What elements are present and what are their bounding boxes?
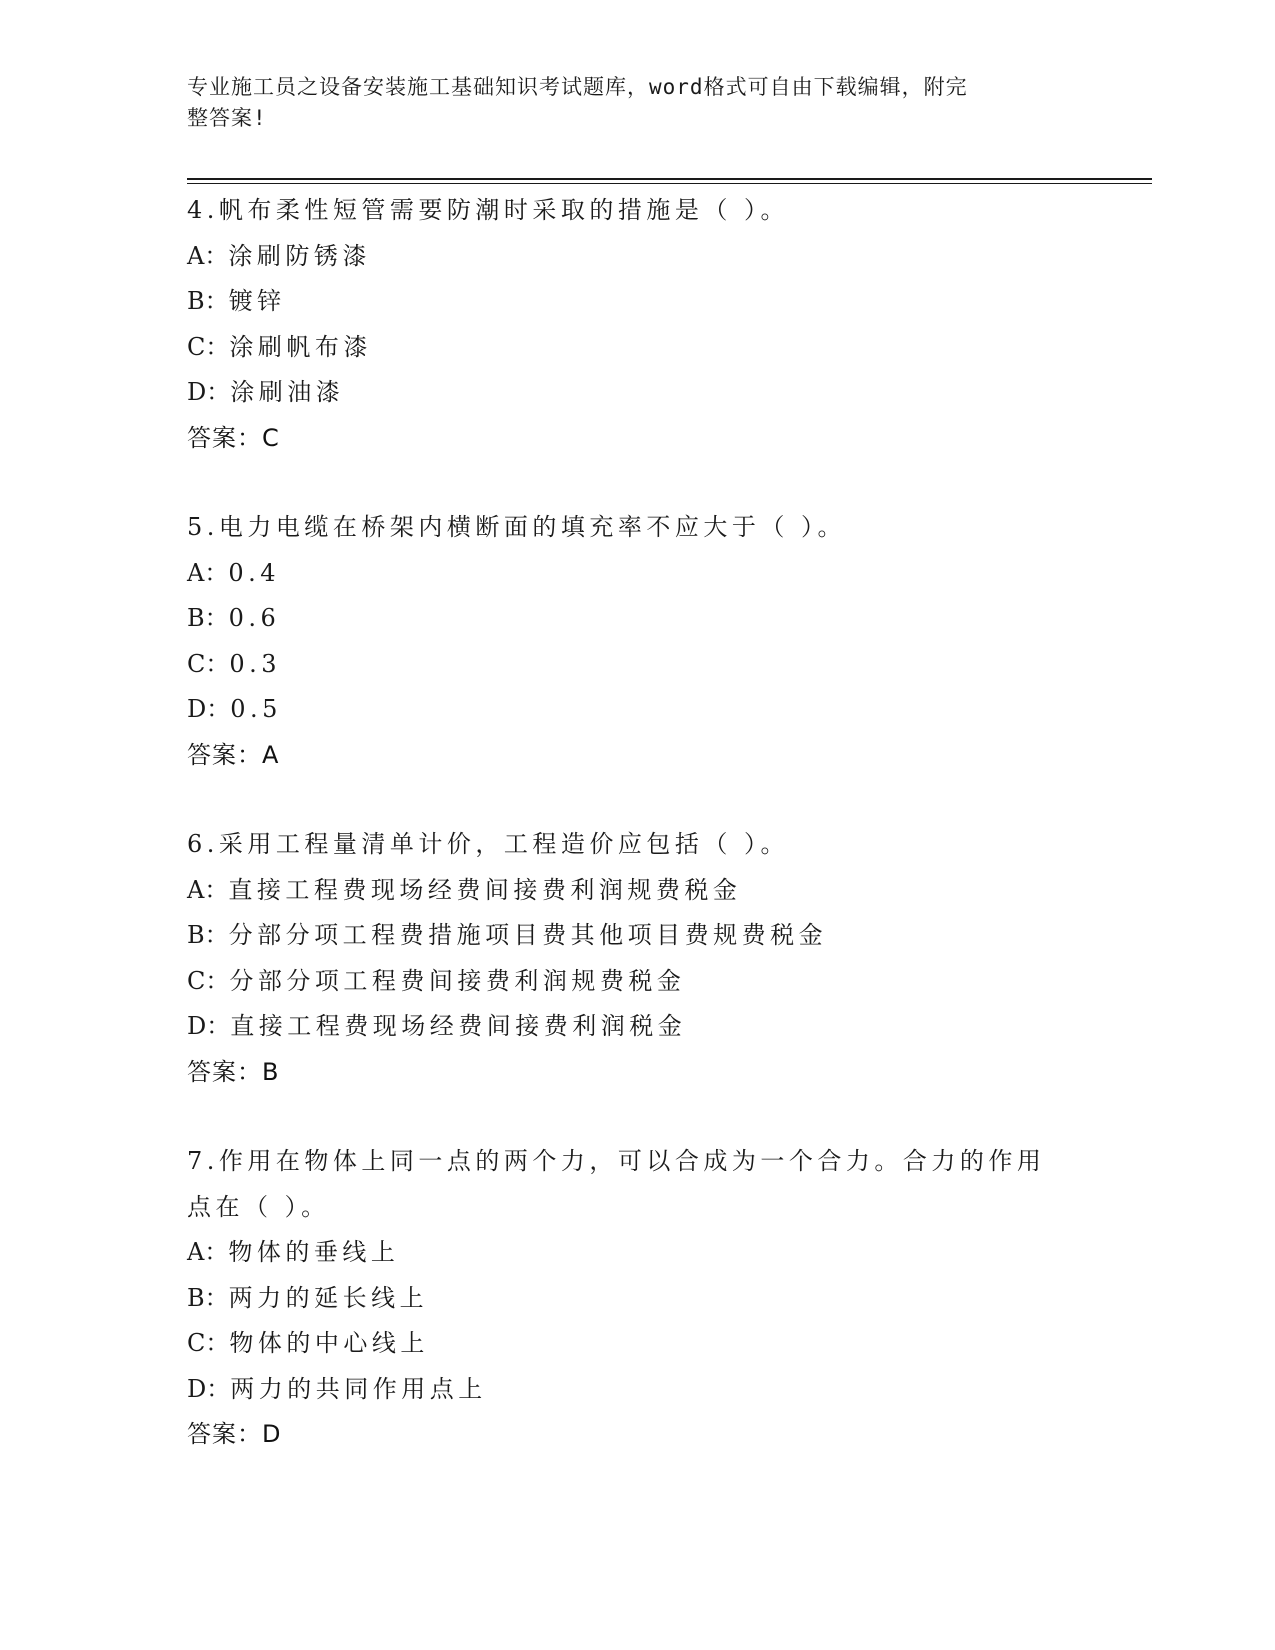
option-label: C： [187, 1329, 230, 1357]
option-b [187, 1276, 1067, 1322]
option-label: D： [187, 378, 231, 406]
option-label: B： [187, 287, 229, 315]
option-label: A： [187, 875, 229, 904]
question-stem: 5.电力电缆在桥架内横断面的填充率不应大于（ ）。 [187, 513, 847, 541]
option-label: A： [187, 558, 229, 587]
option-label: C： [187, 966, 230, 995]
question-item [187, 822, 1067, 1095]
option-d [187, 1004, 1067, 1050]
option-text: 涂刷防锈漆 [228, 241, 371, 270]
option-text: 分部分项工程费措施项目费其他项目费规费税金 [228, 921, 828, 949]
option-label: C： [187, 332, 230, 361]
option-text: 镀锌 [228, 287, 286, 315]
option-label: D： [187, 1374, 231, 1403]
question-stem-continued: 点在（ ）。 [187, 1192, 330, 1221]
question-item [187, 188, 1067, 461]
option-text: 物体的中心线上 [229, 1329, 429, 1357]
option-label: B： [187, 921, 229, 949]
option-c [187, 959, 1067, 1005]
option-text: 物体的垂线上 [228, 1238, 400, 1266]
question-stem: 7.作用在物体上同一点的两个力，可以合成为一个合力。合力的作用 [187, 1147, 1046, 1175]
option-a [187, 1230, 1067, 1276]
question-list [187, 188, 1067, 1502]
option-text: 两力的共同作用点上 [230, 1374, 487, 1403]
option-c [187, 1321, 1067, 1367]
option-text: 涂刷帆布漆 [229, 332, 372, 361]
question-stem: 6.采用工程量清单计价，工程造价应包括（ ）。 [187, 830, 790, 858]
answer-line: 答案：C [187, 423, 280, 452]
question-item [187, 1139, 1067, 1458]
document-header [187, 72, 1067, 134]
option-d [187, 370, 1067, 416]
option-b [187, 913, 1067, 959]
header-line-2: 整答案! [187, 106, 267, 130]
question-item [187, 505, 1067, 778]
question-stem: 4.帆布柔性短管需要防潮时采取的措施是（ ）。 [187, 196, 790, 224]
answer-line: 答案：B [187, 1057, 280, 1086]
option-b [187, 279, 1067, 325]
header-divider-thick [187, 178, 1152, 180]
option-label: B： [187, 604, 229, 632]
option-c [187, 642, 1067, 688]
option-text: 两力的延长线上 [228, 1283, 429, 1312]
option-label: A： [187, 241, 229, 270]
option-text: 分部分项工程费间接费利润规费税金 [229, 966, 686, 995]
option-text: 0.5 [230, 695, 282, 723]
option-label: D： [187, 1012, 231, 1040]
option-text: 涂刷油漆 [230, 378, 345, 406]
option-text: 0.4 [228, 558, 281, 587]
option-label: B： [187, 1283, 229, 1312]
option-text: 直接工程费现场经费间接费利润税金 [230, 1012, 687, 1040]
option-b [187, 596, 1067, 642]
answer-line: 答案：D [187, 1420, 282, 1448]
option-c [187, 325, 1067, 371]
header-divider-thin [187, 183, 1152, 184]
option-text: 0.6 [228, 604, 281, 632]
option-d [187, 687, 1067, 733]
option-label: C： [187, 649, 230, 678]
answer-line: 答案：A [187, 740, 280, 769]
option-a [187, 234, 1067, 280]
option-a [187, 868, 1067, 914]
option-label: A： [187, 1238, 229, 1266]
option-a [187, 551, 1067, 597]
option-d [187, 1367, 1067, 1413]
header-line-1: 专业施工员之设备安装施工基础知识考试题库，word格式可自由下载编辑，附完 [187, 75, 968, 99]
option-label: D： [187, 695, 231, 723]
option-text: 直接工程费现场经费间接费利润规费税金 [228, 875, 742, 904]
option-text: 0.3 [229, 649, 282, 678]
